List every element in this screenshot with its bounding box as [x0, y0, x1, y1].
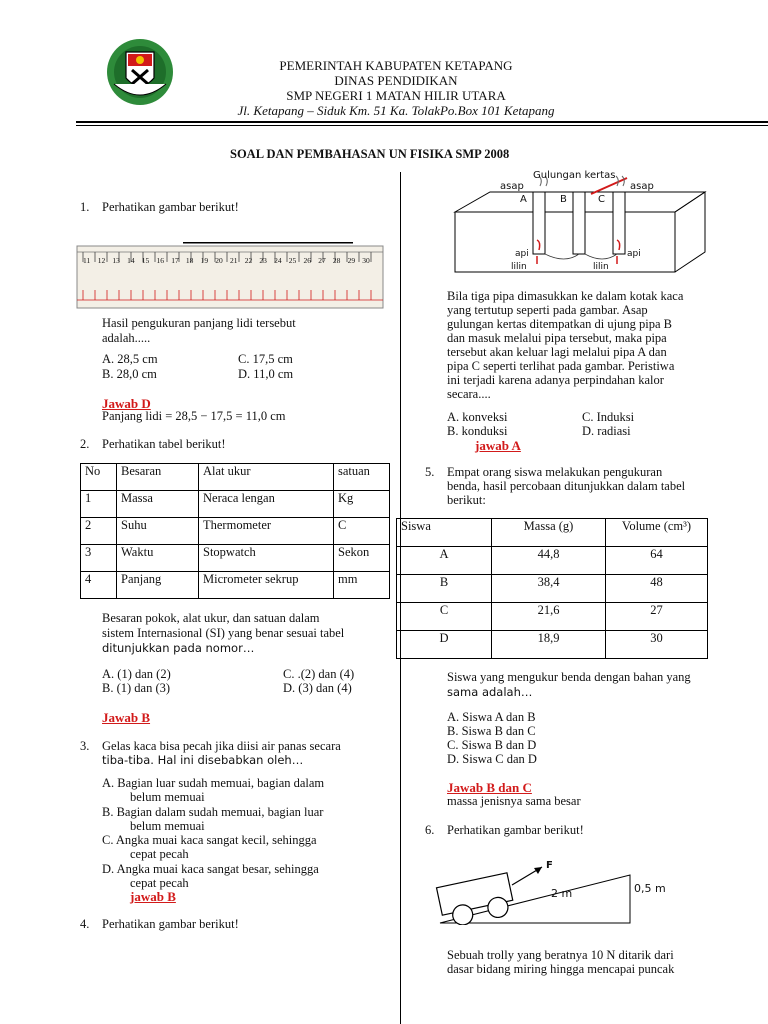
q2-table	[80, 463, 390, 599]
fig-label-length: 2 m	[551, 887, 573, 900]
q4-option-a: A. konveksi	[447, 410, 508, 424]
q2-option-c: C. .(2) dan (4)	[283, 667, 355, 681]
q2-table-row	[81, 491, 390, 518]
q1-body-line-1: Hasil pengukuran panjang lidi tersebut	[102, 316, 296, 330]
ruler-tick-label: 29	[347, 256, 356, 265]
q5-table-cell: 38,4	[492, 575, 606, 603]
q4-body-line-2: yang tertutup seperti pada gambar. Asap	[447, 303, 648, 317]
q5-body-line-1: Empat orang siswa melakukan pengukuran	[447, 465, 663, 479]
q2-table-cell: Sekon	[334, 545, 390, 572]
q2-table-cell: Panjang	[117, 572, 199, 599]
q2-option-a: A. (1) dan (2)	[102, 667, 171, 681]
header-rule-thin	[76, 125, 768, 126]
q1-number: 1.	[80, 200, 90, 214]
q4-body-line-5: tersebut akan keluar lagi melalui pipa A dan	[447, 345, 667, 359]
fig-label-a: A	[520, 194, 527, 205]
q5-after-line-1: Siswa yang mengukur benda dengan bahan yang	[447, 670, 691, 684]
q2-table-header-cell: Alat ukur	[199, 464, 334, 491]
q2-number: 2.	[80, 437, 90, 451]
q2-table-cell: Kg	[334, 491, 390, 518]
pipe-box-figure	[445, 170, 715, 280]
q5-answer: Jawab B dan C	[447, 780, 532, 795]
ruler-tick-label: 13	[112, 256, 120, 265]
q5-option-c: C. Siswa B dan D	[447, 738, 537, 752]
q3-option-a-line-1: A. Bagian luar sudah memuai, bagian dalam	[102, 776, 325, 790]
fig-label-api-left: api	[515, 249, 529, 259]
q5-table-cell: B	[397, 575, 492, 603]
q5-table-row	[397, 603, 708, 631]
fig-label-asap-right: asap	[630, 181, 654, 192]
q1-option-c: C. 17,5 cm	[238, 352, 293, 366]
q2-table-header-row	[81, 464, 390, 491]
q6-number: 6.	[425, 823, 435, 837]
q5-table	[396, 518, 708, 659]
fig-label-api-right: api	[627, 249, 641, 259]
q2-table-cell: Micrometer sekrup	[199, 572, 334, 599]
doc-title: SOAL DAN PEMBAHASAN UN FISIKA SMP 2008	[230, 147, 510, 161]
q2-body-line-3: ditunjukkan pada nomor…	[102, 641, 255, 655]
ruler-tick-label: 12	[97, 256, 106, 265]
q5-table-cell: 30	[606, 631, 708, 659]
q3-option-d-line-1: D. Angka muai kaca sangat besar, sehingga	[102, 862, 319, 876]
ruler-tick-label: 14	[127, 256, 135, 265]
q5-body-line-3: berikut:	[447, 493, 486, 507]
q2-table-cell: 1	[81, 491, 117, 518]
q1-answer: Jawab D	[102, 396, 151, 411]
header-rule-thick	[76, 121, 768, 123]
q2-table-cell: mm	[334, 572, 390, 599]
header-line-3: SMP NEGERI 1 MATAN HILIR UTARA	[286, 88, 506, 103]
q5-table-header-cell: Massa (g)	[492, 519, 606, 547]
q5-after-line-2: sama adalah…	[447, 685, 533, 699]
q4-prompt: Perhatikan gambar berikut!	[102, 917, 239, 931]
fig-label-asap-left: asap	[500, 181, 524, 192]
q3-option-c-line-1: C. Angka muai kaca sangat kecil, sehingga	[102, 833, 317, 847]
q2-table-cell: Waktu	[117, 545, 199, 572]
q5-option-a: A. Siswa A dan B	[447, 710, 536, 724]
q5-table-header-cell: Siswa	[397, 519, 492, 547]
q4-option-b: B. konduksi	[447, 424, 508, 438]
q5-table-cell: 18,9	[492, 631, 606, 659]
q4-body-line-8: secara....	[447, 387, 491, 401]
ruler-tick-label: 27	[318, 256, 326, 265]
q2-table-header-cell: Besaran	[117, 464, 199, 491]
q5-option-d: D. Siswa C dan D	[447, 752, 537, 766]
q4-option-c: C. Induksi	[582, 410, 635, 424]
fig-label-force: F	[546, 860, 553, 871]
q5-table-header-cell: Volume (cm³)	[606, 519, 708, 547]
ruler-tick-label: 17	[171, 256, 179, 265]
q4-body-line-6: pipa C seperti terlihat pada gambar. Peristiwa	[447, 359, 675, 373]
q1-option-a: A. 28,5 cm	[102, 352, 158, 366]
q2-option-b: B. (1) dan (3)	[102, 681, 171, 695]
q2-table-cell: Thermometer	[199, 518, 334, 545]
ruler-tick-labels	[83, 256, 383, 268]
q3-body-line-2: tiba-tiba. Hal ini disebabkan oleh…	[102, 753, 304, 767]
q2-table-cell: Stopwatch	[199, 545, 334, 572]
ruler-figure	[75, 242, 385, 312]
fig-label-b: B	[560, 194, 567, 205]
fig-label-gulungan: Gulungan kertas	[533, 170, 616, 181]
ruler-tick-label: 22	[244, 256, 253, 265]
q1-option-d: D. 11,0 cm	[238, 367, 294, 381]
fig-label-lilin-right: lilin	[593, 262, 609, 272]
q5-table-cell: C	[397, 603, 492, 631]
q4-body-line-1: Bila tiga pipa dimasukkan ke dalam kotak kaca	[447, 289, 684, 303]
ruler-tick-label: 28	[332, 256, 341, 265]
q5-table-cell: 48	[606, 575, 708, 603]
q6-body-line-2: dasar bidang miring hingga mencapai puncak	[447, 962, 675, 976]
fig-label-height: 0,5 m	[634, 882, 666, 895]
q4-body-line-3: gulungan kertas ditempatkan di ujung pipa B	[447, 317, 672, 331]
ruler-tick-label: 23	[259, 256, 267, 265]
q5-table-cell: A	[397, 547, 492, 575]
q2-table-row	[81, 545, 390, 572]
q5-explanation: massa jenisnya sama besar	[447, 794, 581, 808]
q5-body-line-2: benda, hasil percobaan ditunjukkan dalam tabel	[447, 479, 686, 493]
q2-body-line-1: Besaran pokok, alat ukur, dan satuan dalam	[102, 611, 320, 625]
q4-answer: jawab A	[475, 438, 521, 453]
header-line-2: DINAS PENDIDIKAN	[334, 73, 458, 88]
q5-option-b: B. Siswa B dan C	[447, 724, 536, 738]
header-address: Jl. Ketapang – Siduk Km. 51 Ka. TolakPo.Box 101 Ketapang	[237, 103, 555, 118]
ruler-tick-label: 15	[141, 256, 150, 265]
q3-option-d-line-2: cepat pecah	[130, 876, 189, 890]
q5-table-cell: 64	[606, 547, 708, 575]
q2-body-line-2: sistem Internasional (SI) yang benar sesuai tabel	[102, 626, 345, 640]
q1-prompt: Perhatikan gambar berikut!	[102, 200, 239, 214]
q3-option-c-line-2: cepat pecah	[130, 847, 189, 861]
fig-label-lilin-left: lilin	[511, 262, 527, 272]
q5-table-cell: 21,6	[492, 603, 606, 631]
q5-table-row	[397, 547, 708, 575]
ruler-tick-label: 21	[230, 256, 238, 265]
q1-explanation: Panjang lidi = 28,5 − 17,5 = 11,0 cm	[102, 409, 286, 423]
q3-number: 3.	[80, 739, 90, 753]
q3-option-a-line-2: belum memuai	[130, 790, 205, 804]
q5-table-cell: D	[397, 631, 492, 659]
fig-label-c: C	[598, 194, 605, 205]
q2-table-header-cell: satuan	[334, 464, 390, 491]
q3-option-b-line-2: belum memuai	[130, 819, 205, 833]
q2-option-d: D. (3) dan (4)	[283, 681, 352, 695]
q2-table-cell: 4	[81, 572, 117, 599]
q2-table-cell: 2	[81, 518, 117, 545]
q1-body-line-2: adalah.....	[102, 331, 151, 345]
q2-table-cell: Suhu	[117, 518, 199, 545]
q5-table-row	[397, 631, 708, 659]
q2-answer: Jawab B	[102, 710, 151, 725]
q6-body-line-1: Sebuah trolly yang beratnya 10 N ditarik dari	[447, 948, 674, 962]
q4-number: 4.	[80, 917, 90, 931]
q6-prompt: Perhatikan gambar berikut!	[447, 823, 584, 837]
q3-answer: jawab B	[130, 889, 176, 904]
q3-body-line-1: Gelas kaca bisa pecah jika diisi air panas secara	[102, 739, 341, 753]
q5-table-cell: 27	[606, 603, 708, 631]
q2-table-row	[81, 572, 390, 599]
ruler-tick-label: 30	[362, 256, 370, 265]
q5-table-row	[397, 575, 708, 603]
q4-body-line-7: ini terjadi karena adanya perpindahan kalor	[447, 373, 664, 387]
q3-option-b-line-1: B. Bagian dalam sudah memuai, bagian luar	[102, 805, 324, 819]
q5-table-header-row	[397, 519, 708, 547]
q2-table-cell: C	[334, 518, 390, 545]
ruler-tick-label: 24	[274, 256, 282, 265]
ruler-tick-label: 20	[215, 256, 223, 265]
q2-prompt: Perhatikan tabel berikut!	[102, 437, 226, 451]
q5-number: 5.	[425, 465, 435, 479]
header-line-1: PEMERINTAH KABUPATEN KETAPANG	[279, 58, 513, 73]
q2-table-cell: Massa	[117, 491, 199, 518]
ruler-tick-label: 19	[200, 256, 209, 265]
q5-table-cell: 44,8	[492, 547, 606, 575]
q2-table-header-cell: No	[81, 464, 117, 491]
q1-option-b: B. 28,0 cm	[102, 367, 157, 381]
ruler-tick-label: 25	[288, 256, 297, 265]
ruler-tick-label: 18	[185, 256, 194, 265]
q4-option-d: D. radiasi	[582, 424, 631, 438]
ruler-tick-label: 11	[83, 256, 91, 265]
q4-body-line-4: dan masuk melalui pipa tersebut, maka pipa	[447, 331, 667, 345]
q2-table-row	[81, 518, 390, 545]
q2-table-cell: 3	[81, 545, 117, 572]
ruler-tick-label: 26	[303, 256, 311, 265]
q2-table-cell: Neraca lengan	[199, 491, 334, 518]
ruler-tick-label: 16	[156, 256, 164, 265]
